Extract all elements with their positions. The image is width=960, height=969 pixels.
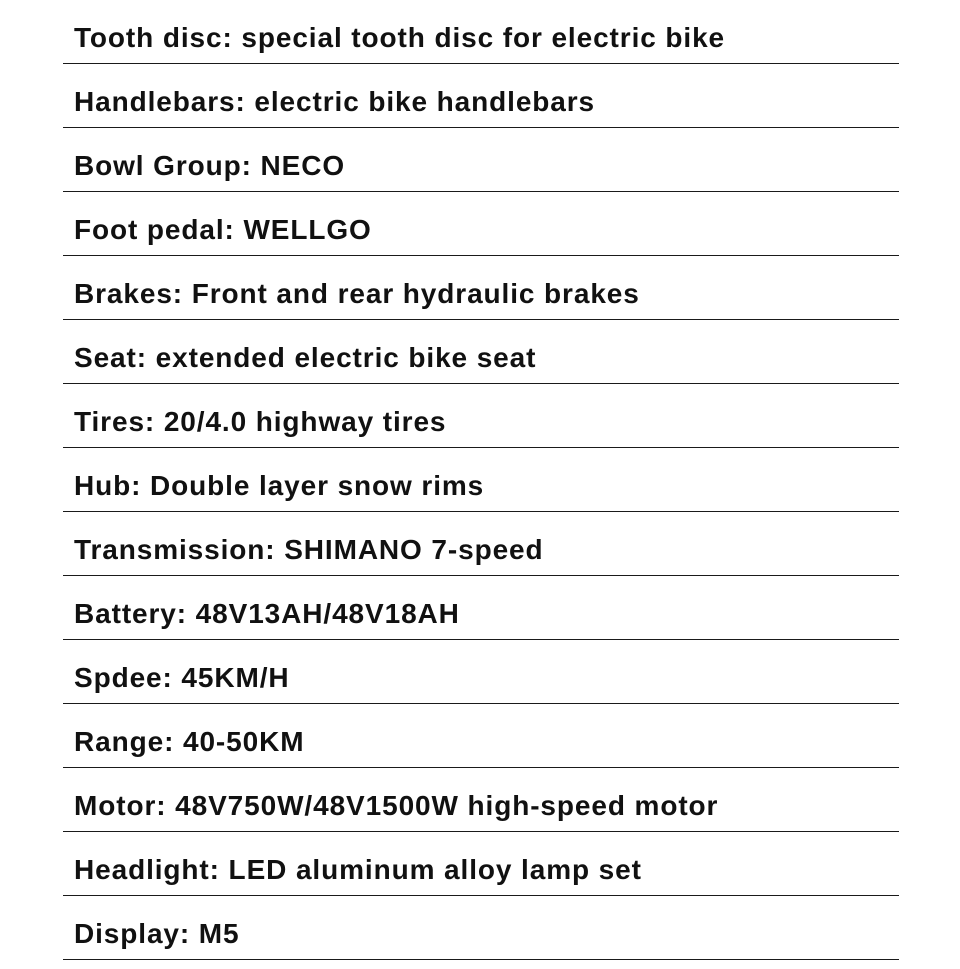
spec-row-tires — [63, 384, 899, 448]
spec-row-transmission — [63, 512, 899, 576]
spec-row-speed — [63, 640, 899, 704]
spec-row-handlebars — [63, 64, 899, 128]
spec-text: Spdee: 45KM/H — [74, 661, 290, 693]
spec-row-hub — [63, 448, 899, 512]
spec-list — [63, 0, 899, 960]
spec-text: Hub: Double layer snow rims — [74, 469, 485, 501]
spec-row-brakes — [63, 256, 899, 320]
spec-text: Battery: 48V13AH/48V18AH — [74, 597, 460, 629]
spec-text: Bowl Group: NECO — [74, 149, 346, 181]
spec-text: Brakes: Front and rear hydraulic brakes — [74, 277, 640, 309]
spec-text: Handlebars: electric bike handlebars — [74, 85, 596, 117]
spec-row-battery — [63, 576, 899, 640]
spec-text: Transmission: SHIMANO 7-speed — [74, 533, 544, 565]
spec-row-seat — [63, 320, 899, 384]
spec-text: Range: 40-50KM — [74, 725, 305, 757]
spec-row-display — [63, 896, 899, 960]
spec-row-foot-pedal — [63, 192, 899, 256]
spec-row-range — [63, 704, 899, 768]
spec-row-motor — [63, 768, 899, 832]
spec-row-headlight — [63, 832, 899, 896]
spec-row-tooth-disc — [63, 0, 899, 64]
spec-text: Seat: extended electric bike seat — [74, 341, 537, 373]
spec-text: Tooth disc: special tooth disc for electric bike — [74, 21, 726, 53]
spec-text: Tires: 20/4.0 highway tires — [74, 405, 447, 437]
spec-text: Motor: 48V750W/48V1500W high-speed motor — [74, 789, 719, 821]
spec-row-bowl-group — [63, 128, 899, 192]
spec-text: Foot pedal: WELLGO — [74, 213, 372, 245]
spec-text: Display: M5 — [74, 917, 240, 949]
spec-text: Headlight: LED aluminum alloy lamp set — [74, 853, 642, 885]
